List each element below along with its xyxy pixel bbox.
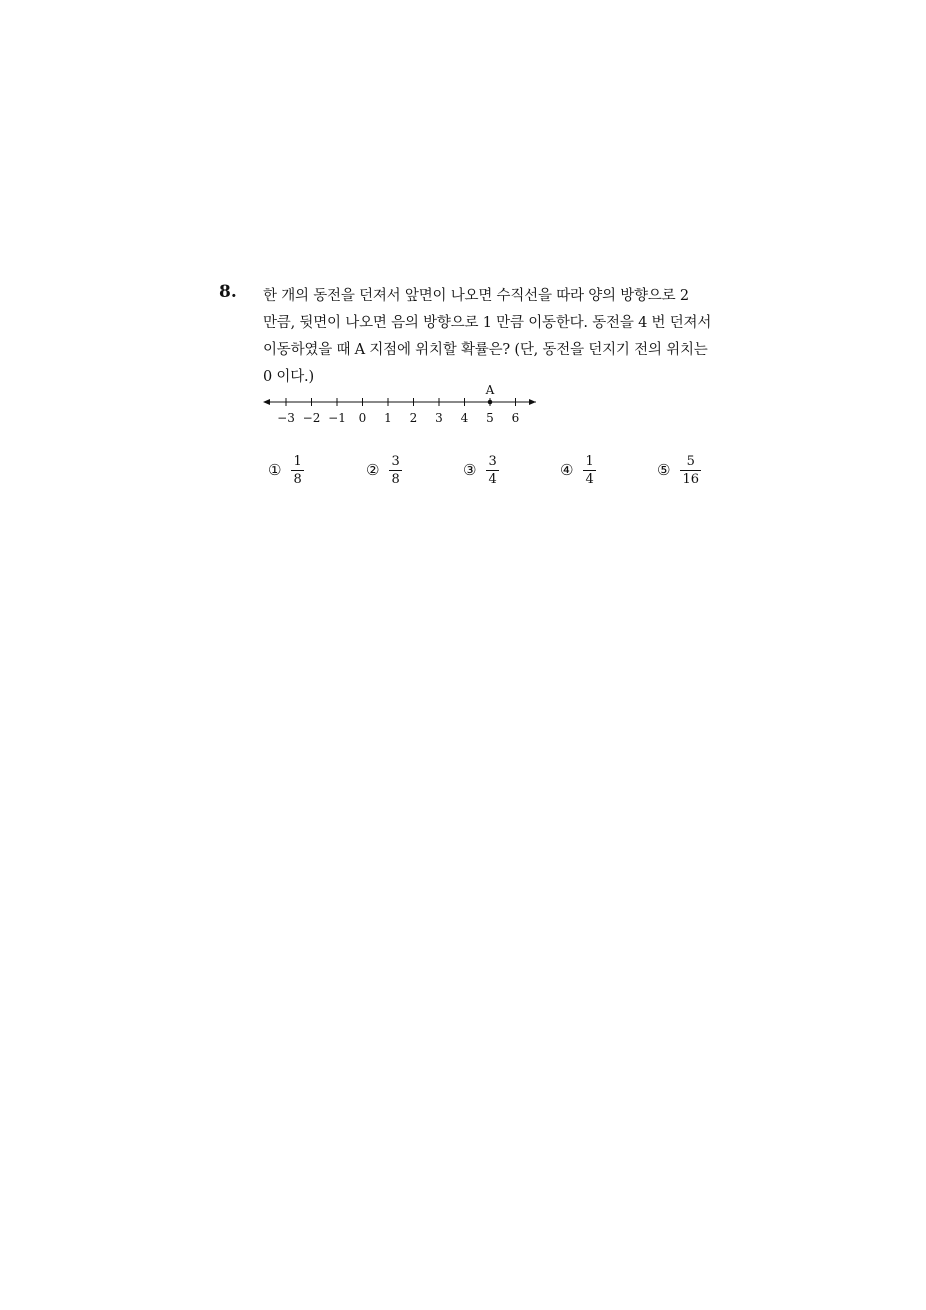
choice-marker: ④ xyxy=(560,461,574,479)
question-text-line-1: 한 개의 동전을 던져서 앞면이 나오면 수직선을 따라 양의 방향으로 2 xyxy=(263,288,689,304)
choice-fraction xyxy=(583,454,595,487)
choice-marker: ① xyxy=(268,461,282,479)
fraction-bar xyxy=(486,470,498,471)
number-line-tick-label: −3 xyxy=(277,411,295,425)
question-text-line-2: 만큼, 뒷면이 나오면 음의 방향으로 1 만큼 이동한다. 동전을 4 번 던져서 xyxy=(263,315,712,331)
number-line xyxy=(260,380,550,430)
choice-fraction xyxy=(389,454,401,487)
number-line-tick-label: 6 xyxy=(511,411,520,425)
fraction-denominator: 4 xyxy=(488,471,497,487)
number-line-tick-label: 0 xyxy=(358,411,367,425)
number-line-tick-label: −1 xyxy=(328,411,346,425)
number-line-tick-label: 4 xyxy=(460,411,469,425)
fraction-denominator: 16 xyxy=(682,471,699,487)
choice-fraction xyxy=(680,454,701,487)
fraction-denominator: 4 xyxy=(585,471,594,487)
point-a-label: A xyxy=(485,383,495,397)
choice-fraction xyxy=(291,454,303,487)
choice-marker: ⑤ xyxy=(657,461,671,479)
number-line-tick-label: 3 xyxy=(435,411,443,425)
choice-fraction xyxy=(486,454,498,487)
fraction-denominator: 8 xyxy=(293,471,302,487)
fraction-bar xyxy=(291,470,303,471)
fraction-numerator: 3 xyxy=(391,453,400,469)
fraction-numerator: 3 xyxy=(488,453,497,469)
choice-3[interactable] xyxy=(463,450,499,490)
fraction-bar xyxy=(583,470,595,471)
fraction-numerator: 5 xyxy=(686,453,695,469)
choice-marker: ② xyxy=(366,461,380,479)
choice-5[interactable] xyxy=(657,450,701,490)
number-line-tick-label: 5 xyxy=(486,411,494,425)
question-number: 8. xyxy=(219,282,237,302)
choice-4[interactable] xyxy=(560,450,596,490)
fraction-numerator: 1 xyxy=(585,453,594,469)
number-line-tick-label: −2 xyxy=(302,411,321,425)
choice-marker: ③ xyxy=(463,461,477,479)
choice-2[interactable] xyxy=(366,450,402,490)
choice-1[interactable] xyxy=(268,450,304,490)
fraction-bar xyxy=(680,470,701,471)
answer-choices xyxy=(268,450,728,490)
number-line-tick-label: 1 xyxy=(384,411,392,425)
point-a-marker xyxy=(488,400,493,405)
fraction-bar xyxy=(389,470,401,471)
number-line-tick-label: 2 xyxy=(409,411,418,425)
fraction-numerator: 1 xyxy=(293,453,302,469)
question-text-line-4: 0 이다.) xyxy=(263,369,314,385)
question-text-line-3: 이동하였을 때 A 지점에 위치할 확률은? (단, 동전을 던지기 전의 위치는 xyxy=(263,342,708,358)
fraction-denominator: 8 xyxy=(391,471,400,487)
